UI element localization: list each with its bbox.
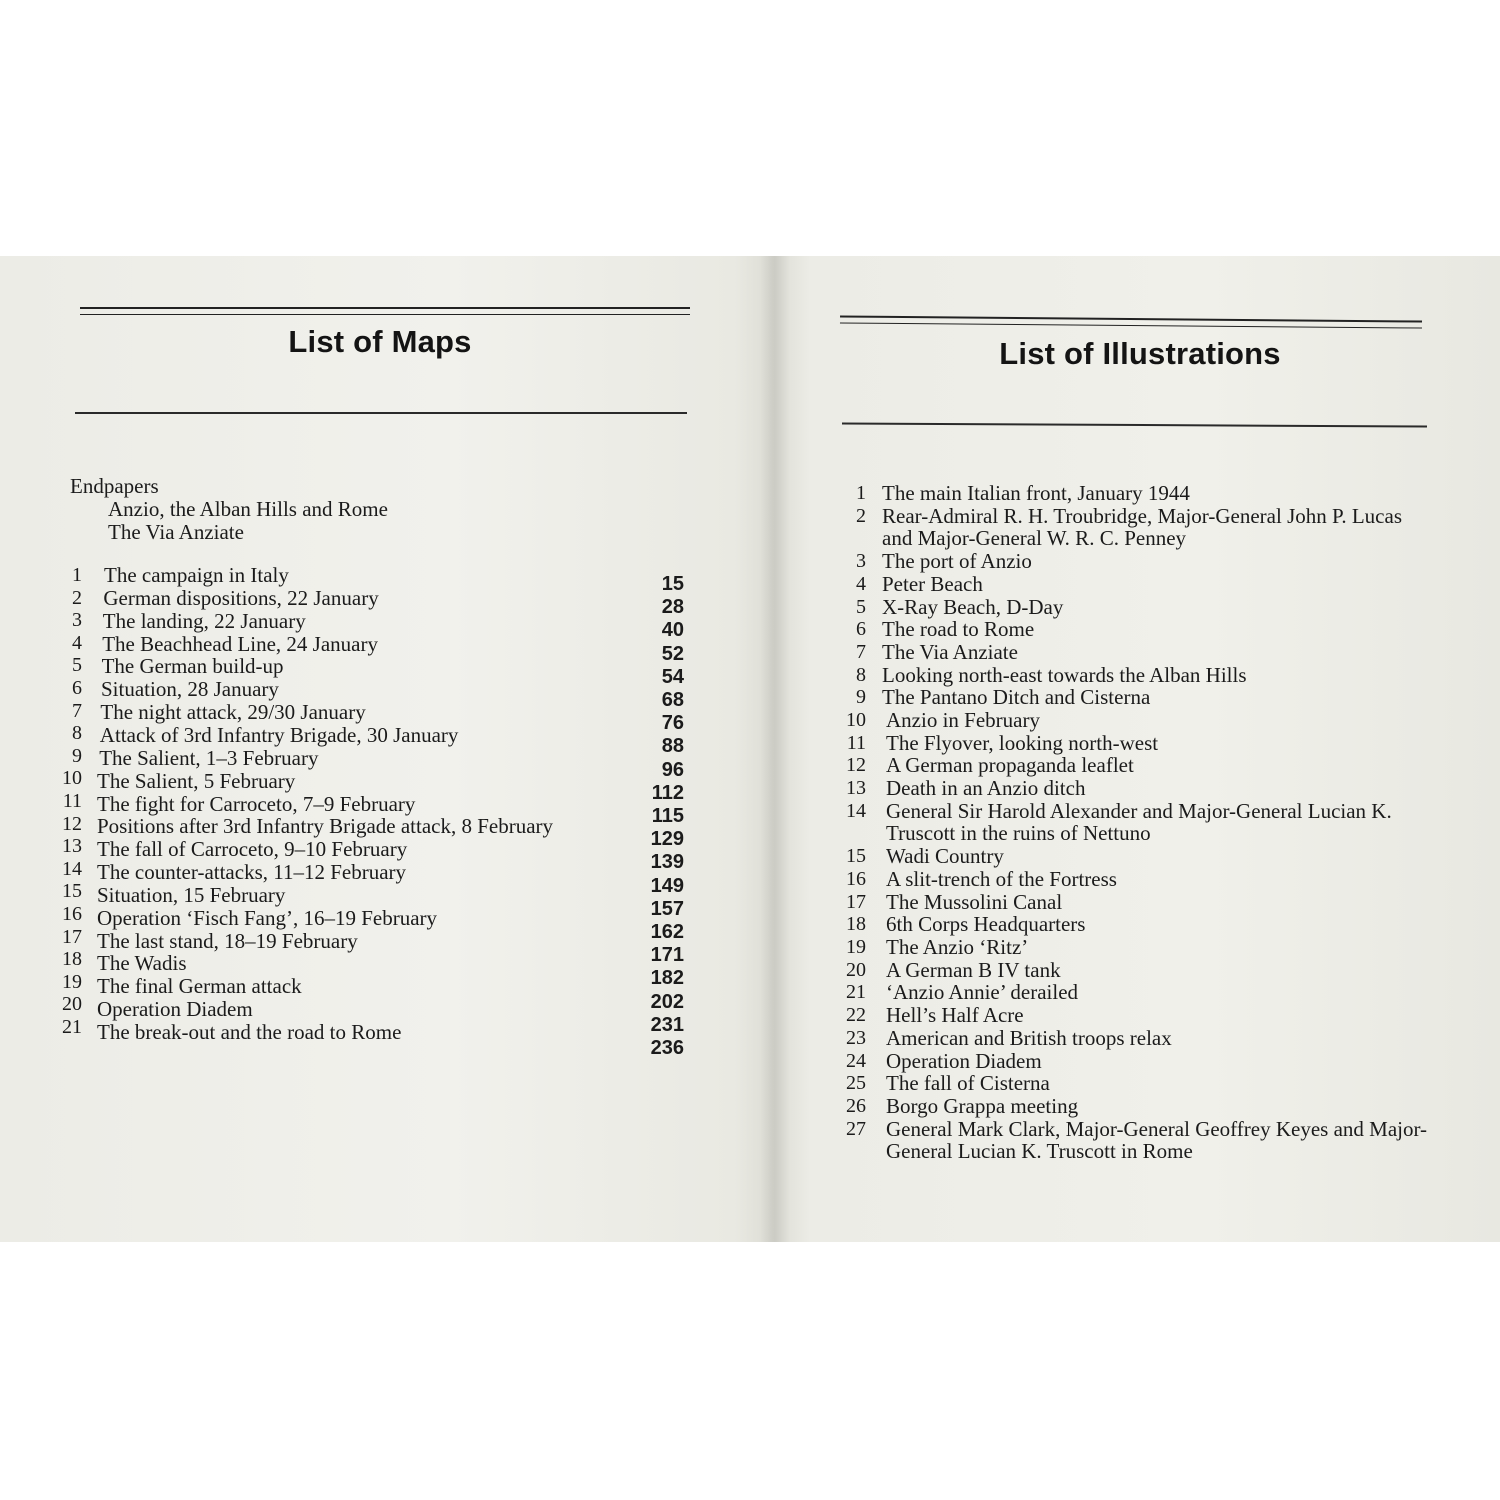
illustration-number: 27	[846, 1117, 866, 1140]
illustration-number: 20	[846, 958, 866, 981]
map-number: 5	[72, 654, 82, 677]
illustration-title: The Flyover, looking north-west	[886, 730, 1159, 755]
page-title: List of Illustrations	[999, 336, 1281, 371]
illustration-number: 25	[846, 1072, 866, 1095]
map-number: 12	[62, 812, 82, 835]
map-page-number: 76	[661, 712, 684, 735]
illustration-number: 13	[846, 777, 866, 800]
illustration-title: Death in an Anzio ditch	[886, 776, 1086, 801]
map-number: 20	[62, 993, 82, 1016]
illustration-title-continued: and Major-General W. R. C. Penney	[882, 526, 1187, 551]
illustration-title: The port of Anzio	[882, 549, 1032, 574]
illustration-title: Wadi Country	[886, 844, 1004, 869]
map-title: The counter-attacks, 11–12 February	[97, 860, 407, 885]
title-top-rule	[840, 315, 1422, 328]
illustration-number: 12	[846, 754, 866, 777]
map-page-number: 96	[661, 758, 684, 781]
illustration-title-continued: Truscott in the ruins of Nettuno	[886, 821, 1151, 846]
map-number: 19	[62, 970, 82, 993]
map-page-number: 162	[650, 921, 684, 943]
map-title: The last stand, 18–19 February	[97, 928, 358, 953]
illustration-number: 7	[856, 640, 866, 663]
illustration-title: X-Ray Beach, D-Day	[882, 594, 1064, 619]
illustration-title: Operation Diadem	[886, 1048, 1042, 1073]
map-number: 15	[62, 880, 82, 903]
illustration-number: 26	[846, 1094, 866, 1117]
map-number: 11	[62, 790, 82, 812]
map-page-number: 129	[650, 828, 684, 851]
map-title: Situation, 28 January	[101, 677, 279, 702]
title-top-rule	[80, 307, 690, 315]
map-page-number: 15	[661, 573, 684, 595]
illustration-title: 6th Corps Headquarters	[886, 912, 1086, 937]
map-page-number: 40	[661, 619, 684, 642]
illustration-title: General Sir Harold Alexander and Major-General Lucian K.	[886, 798, 1392, 823]
illustration-number: 19	[846, 936, 866, 958]
map-number: 21	[62, 1016, 82, 1038]
map-number: 14	[62, 857, 82, 880]
illustration-title: The main Italian front, January 1944	[882, 481, 1190, 505]
illustration-title: The road to Rome	[882, 617, 1035, 642]
map-page-number: 112	[651, 781, 684, 804]
illustration-title: Peter Beach	[882, 571, 983, 596]
map-number: 7	[72, 699, 82, 722]
illustration-number: 5	[856, 595, 866, 618]
illustration-title: The Via Anziate	[882, 639, 1018, 664]
map-number: 9	[72, 744, 82, 767]
map-number: 1	[72, 564, 82, 586]
book-spread	[0, 256, 1500, 1242]
map-page-number: 157	[650, 897, 684, 920]
map-title: Positions after 3rd Infantry Brigade attack, 8 February	[97, 814, 554, 839]
illustration-number: 14	[846, 799, 866, 822]
illustration-title: Hell’s Half Acre	[886, 1003, 1024, 1028]
map-page-number: 171	[650, 944, 684, 967]
illustration-title: A slit-trench of the Fortress	[886, 866, 1117, 891]
map-title: German dispositions, 22 January	[103, 585, 379, 610]
map-title: The final German attack	[97, 974, 302, 999]
page-title: List of Maps	[288, 324, 472, 359]
illustration-number: 2	[856, 504, 866, 527]
map-title: The fall of Carroceto, 9–10 February	[97, 837, 408, 862]
map-page-number: 52	[661, 642, 684, 665]
map-title: The Salient, 5 February	[97, 768, 296, 793]
map-title: The German build-up	[101, 654, 284, 679]
endpaper-item: The Via Anziate	[108, 520, 244, 544]
illustration-number: 10	[846, 709, 866, 731]
map-number: 4	[72, 631, 82, 654]
illustration-number: 1	[856, 482, 866, 504]
illustration-number: 15	[846, 845, 866, 868]
map-page-number: 231	[650, 1013, 684, 1036]
map-title: Operation ‘Fisch Fang’, 16–19 February	[97, 905, 438, 930]
illustration-number: 9	[856, 686, 866, 709]
map-title: The break-out and the road to Rome	[97, 1020, 402, 1044]
illustration-number: 22	[846, 1004, 866, 1027]
map-page-number: 88	[661, 735, 684, 758]
map-title: Attack of 3rd Infantry Brigade, 30 January	[99, 722, 459, 747]
map-number: 13	[62, 835, 82, 858]
map-title: Operation Diadem	[97, 997, 253, 1022]
map-title: The Beachhead Line, 24 January	[102, 631, 378, 656]
map-number: 16	[62, 903, 82, 925]
illustration-title: Rear-Admiral R. H. Troubridge, Major-General John P. Lucas	[882, 503, 1402, 528]
map-page-number: 182	[650, 967, 684, 990]
map-number: 6	[72, 677, 82, 699]
map-page-number: 236	[650, 1037, 684, 1059]
endpapers-label: Endpapers	[70, 474, 159, 498]
illustration-number: 17	[846, 890, 866, 913]
map-number: 10	[62, 767, 82, 790]
illustration-title: The Pantano Ditch and Cisterna	[882, 685, 1151, 710]
illustration-title-continued: General Lucian K. Truscott in Rome	[886, 1139, 1193, 1164]
illustration-title: The Mussolini Canal	[886, 889, 1063, 914]
illustration-number: 6	[856, 618, 866, 641]
illustration-title: American and British troops relax	[886, 1025, 1172, 1050]
illustration-title: A German propaganda leaflet	[886, 753, 1134, 778]
illustration-number: 23	[846, 1026, 866, 1049]
illustration-title: The fall of Cisterna	[886, 1071, 1050, 1096]
map-page-number: 139	[650, 851, 684, 874]
illustration-number: 21	[846, 981, 866, 1004]
map-number: 8	[72, 722, 82, 745]
map-page-number: 149	[650, 874, 684, 897]
illustration-title: Borgo Grappa meeting	[886, 1093, 1079, 1118]
illustration-number: 3	[856, 550, 866, 573]
illustration-number: 18	[846, 913, 866, 936]
left-page	[0, 256, 765, 1242]
illustration-number: 11	[846, 731, 866, 754]
illustration-title: General Mark Clark, Major-General Geoffrey Keyes and Major-	[886, 1116, 1428, 1141]
illustration-title: The Anzio ‘Ritz’	[886, 935, 1029, 959]
illustration-title: ‘Anzio Annie’ derailed	[886, 980, 1079, 1005]
map-title: The Salient, 1–3 February	[99, 745, 319, 770]
illustration-title: Looking north-east towards the Alban Hills	[882, 662, 1247, 687]
map-title: The fight for Carroceto, 7–9 February	[97, 791, 416, 816]
map-page-number: 202	[650, 990, 684, 1013]
title-bottom-rule	[75, 412, 687, 414]
endpaper-item: Anzio, the Alban Hills and Rome	[108, 497, 388, 521]
title-bottom-rule	[842, 422, 1427, 427]
map-number: 3	[72, 609, 82, 632]
map-number: 17	[62, 925, 82, 948]
map-page-number: 28	[661, 596, 684, 619]
right-page	[780, 256, 1500, 1242]
map-page-number: 68	[661, 689, 684, 711]
map-page-number: 115	[651, 805, 684, 827]
map-title: Situation, 15 February	[97, 882, 286, 907]
map-title: The campaign in Italy	[104, 563, 289, 587]
illustration-number: 8	[856, 663, 866, 686]
map-number: 18	[62, 948, 82, 971]
illustration-number: 24	[846, 1049, 866, 1072]
map-title: The landing, 22 January	[102, 608, 306, 633]
map-page-number: 54	[661, 665, 684, 688]
illustration-number: 4	[856, 572, 866, 595]
illustration-title: A German B IV tank	[886, 957, 1061, 982]
map-title: The night attack, 29/30 January	[100, 700, 366, 725]
illustration-number: 16	[846, 867, 866, 890]
map-number: 2	[72, 586, 82, 609]
map-title: The Wadis	[97, 951, 187, 976]
illustration-title: Anzio in February	[886, 708, 1040, 732]
